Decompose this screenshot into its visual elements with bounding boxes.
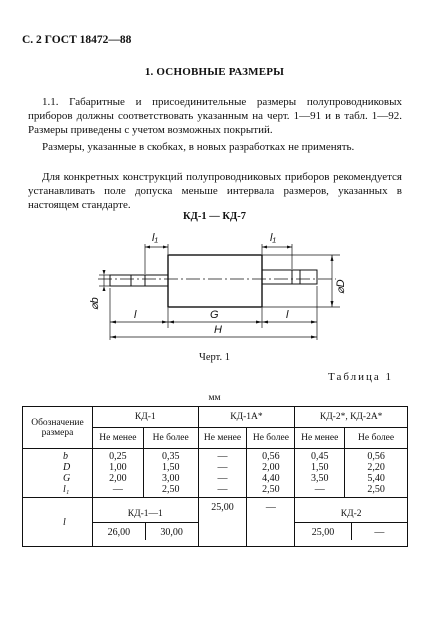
kd2-l-values bbox=[295, 523, 407, 540]
kd1a-max-cell bbox=[247, 449, 295, 498]
table-label: Таблица 1 bbox=[328, 371, 394, 383]
kd1-max-cell bbox=[143, 449, 198, 498]
sub-max: Не более bbox=[247, 428, 295, 449]
kd1-min-cell bbox=[92, 449, 143, 498]
value: 4,40 bbox=[262, 473, 280, 484]
paragraph-brackets-note: Размеры, указанные в скобках, в новых разработках не применять. bbox=[42, 141, 355, 153]
value: 25,00 bbox=[311, 526, 335, 538]
value: 0,56 bbox=[367, 451, 385, 462]
param-cell bbox=[23, 449, 93, 498]
kd1-1-header: КД-1—1 bbox=[93, 505, 198, 523]
table-row bbox=[23, 498, 408, 547]
sub-min: Не менее bbox=[198, 428, 247, 449]
section-title: 1. ОСНОВНЫЕ РАЗМЕРЫ bbox=[144, 66, 285, 78]
label-l-right: l bbox=[286, 309, 289, 321]
value: 0,45 bbox=[310, 451, 329, 462]
sub-max: Не более bbox=[143, 428, 198, 449]
col-designation: Обозначение размера bbox=[23, 407, 93, 449]
param-g: G bbox=[63, 473, 71, 484]
dimensions-table bbox=[22, 406, 408, 547]
label-l-left: l bbox=[134, 309, 137, 321]
value: — bbox=[217, 451, 228, 462]
device-body bbox=[168, 255, 262, 307]
sub-min: Не менее bbox=[295, 428, 345, 449]
label-phi-b: ⌀b bbox=[89, 297, 101, 310]
value: 0,25 bbox=[109, 451, 127, 462]
param-l: l bbox=[23, 498, 93, 547]
sub-max: Не более bbox=[345, 428, 408, 449]
page-header: С. 2 ГОСТ 18472—88 bbox=[22, 34, 132, 46]
table-row bbox=[23, 449, 408, 498]
value: 0,35 bbox=[161, 451, 180, 462]
label-l1-left: l₁ bbox=[152, 232, 158, 244]
paragraph-1-1: 1.1. Габаритные и присоединительные размеры полупроводниковых приборов должны соответствовать указанным на черт. 1—91 и в табл. 1—92. Размеры приведены с учетом возможных покрытий. bbox=[28, 96, 402, 137]
sub-min: Не менее bbox=[92, 428, 143, 449]
value: 2,20 bbox=[367, 462, 385, 473]
paragraph-tolerance-note: Для конкретных конструкций полупроводниковых приборов рекомендуется устанавливать поле допуска меньше интервала размеров, указанных в настоящем стандарте. bbox=[28, 171, 402, 212]
value: 2,50 bbox=[262, 484, 280, 495]
value: — bbox=[217, 462, 228, 473]
value: — bbox=[217, 484, 228, 495]
value: 2,00 bbox=[262, 462, 280, 473]
value: 2,50 bbox=[161, 484, 180, 495]
label-g: G bbox=[210, 309, 219, 321]
kd1a-l-max: — bbox=[247, 498, 295, 547]
value: — bbox=[314, 484, 325, 495]
right-lead bbox=[262, 270, 317, 284]
kd2-l-cell bbox=[295, 498, 408, 547]
value: 2,00 bbox=[109, 473, 127, 484]
col-group-kd1a: КД-1А* bbox=[198, 407, 295, 428]
value: 1,00 bbox=[109, 462, 127, 473]
kd1a-l-min: 25,00 bbox=[198, 498, 247, 547]
value: 30,00 bbox=[145, 523, 198, 540]
value: 1,50 bbox=[310, 462, 329, 473]
figure-title: КД-1 — КД-7 bbox=[183, 211, 246, 222]
value: 2,50 bbox=[367, 484, 385, 495]
kd2-header: КД-2 bbox=[295, 505, 407, 523]
kd1-1-values bbox=[93, 523, 198, 540]
col-group-kd2: КД-2*, КД-2А* bbox=[295, 407, 408, 428]
label-h: H bbox=[214, 324, 222, 336]
value: 3,50 bbox=[310, 473, 329, 484]
value: 0,56 bbox=[262, 451, 280, 462]
table-units: мм bbox=[208, 393, 221, 403]
value: 26,00 bbox=[107, 526, 131, 538]
value: 3,00 bbox=[161, 473, 180, 484]
label-l1-right: l₁ bbox=[270, 232, 276, 244]
value: 5,40 bbox=[367, 473, 385, 484]
value: 1,50 bbox=[161, 462, 180, 473]
value: — bbox=[112, 484, 123, 495]
technical-drawing bbox=[0, 222, 429, 352]
param-b: b bbox=[63, 451, 68, 462]
kd1a-min-cell bbox=[198, 449, 247, 498]
figure-caption: Черт. 1 bbox=[199, 352, 230, 363]
left-lead bbox=[110, 275, 168, 286]
value: — bbox=[217, 473, 228, 484]
param-l1: l₁ bbox=[63, 484, 70, 495]
kd2-min-cell bbox=[295, 449, 345, 498]
label-phi-d: ⌀D bbox=[335, 279, 347, 294]
col-group-kd1: КД-1 bbox=[92, 407, 198, 428]
param-d: D bbox=[63, 462, 71, 473]
value: — bbox=[351, 523, 407, 540]
kd2-max-cell bbox=[345, 449, 408, 498]
kd1-1-cell bbox=[92, 498, 198, 547]
